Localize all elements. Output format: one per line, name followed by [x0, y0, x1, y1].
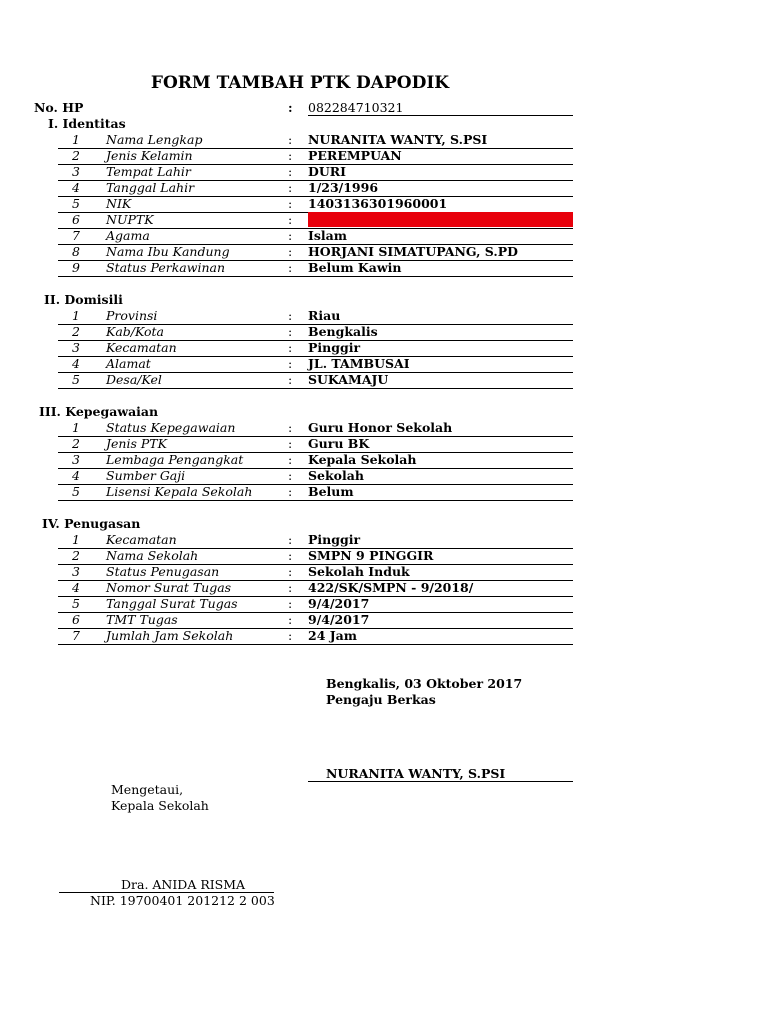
- table-row: [58, 548, 573, 565]
- table-row: [58, 612, 573, 629]
- row-label: Nama Sekolah: [106, 548, 199, 563]
- section-penugasan-title: IV. Penugasan: [42, 516, 141, 531]
- row-value: SMPN 9 PINGGIR: [308, 548, 434, 563]
- row-value: 1403136301960001: [308, 196, 448, 211]
- row-number: 5: [72, 596, 80, 611]
- row-label: Lembaga Pengangkat: [106, 452, 244, 467]
- row-number: 3: [72, 564, 80, 579]
- row-colon: :: [288, 436, 293, 451]
- row-label: Jenis PTK: [106, 436, 167, 451]
- row-value: HORJANI SIMATUPANG, S.PD: [308, 244, 518, 259]
- row-colon: :: [288, 324, 293, 339]
- row-number: 2: [72, 148, 80, 163]
- signer-name: NURANITA WANTY, S.PSI: [326, 766, 506, 781]
- row-colon: :: [288, 580, 293, 595]
- row-colon: :: [288, 340, 293, 355]
- table-row: [58, 180, 573, 197]
- signer-line: [308, 781, 573, 782]
- row-colon: :: [288, 548, 293, 563]
- row-value: Guru Honor Sekolah: [308, 420, 453, 435]
- row-value: NURANITA WANTY, S.PSI: [308, 132, 488, 147]
- table-row: [58, 628, 573, 645]
- table-row: [58, 356, 573, 373]
- nuptk-empty-highlight: [308, 212, 573, 227]
- row-colon: :: [288, 244, 293, 259]
- row-value: Pinggir: [308, 340, 361, 355]
- row-number: 4: [72, 356, 80, 371]
- row-value: 1/23/1996: [308, 180, 379, 195]
- row-value: Pinggir: [308, 532, 361, 547]
- row-number: 4: [72, 180, 80, 195]
- row-number: 1: [72, 308, 80, 323]
- row-label: Alamat: [106, 356, 151, 371]
- row-colon: :: [288, 228, 293, 243]
- row-label: Lisensi Kepala Sekolah: [106, 484, 253, 499]
- row-label: Nama Ibu Kandung: [106, 244, 230, 259]
- row-value: Belum: [308, 484, 354, 499]
- row-label: TMT Tugas: [106, 612, 178, 627]
- row-number: 1: [72, 420, 80, 435]
- row-label: Tanggal Surat Tugas: [106, 596, 238, 611]
- no-hp-colon: :: [288, 100, 293, 115]
- row-colon: :: [288, 180, 293, 195]
- table-row: [58, 132, 573, 149]
- row-label: NIK: [106, 196, 132, 211]
- row-label: Jumlah Jam Sekolah: [106, 628, 234, 643]
- row-colon: :: [288, 164, 293, 179]
- row-colon: :: [288, 148, 293, 163]
- row-value: PEREMPUAN: [308, 148, 402, 163]
- row-label: Kecamatan: [106, 340, 177, 355]
- row-label: Kecamatan: [106, 532, 177, 547]
- row-label: Status Kepegawaian: [106, 420, 236, 435]
- row-number: 7: [72, 628, 80, 643]
- no-hp-value: 082284710321: [308, 100, 404, 115]
- approval-role: Kepala Sekolah: [111, 798, 209, 813]
- table-row: [58, 148, 573, 165]
- row-value: 9/4/2017: [308, 612, 370, 627]
- row-colon: :: [288, 564, 293, 579]
- row-label: Nomor Surat Tugas: [106, 580, 232, 595]
- row-number: 7: [72, 228, 80, 243]
- table-row: [58, 468, 573, 485]
- row-number: 6: [72, 612, 80, 627]
- row-colon: :: [288, 420, 293, 435]
- row-label: Jenis Kelamin: [106, 148, 193, 163]
- section-identitas-title: I. Identitas: [48, 116, 126, 131]
- row-number: 9: [72, 260, 80, 275]
- row-number: 4: [72, 468, 80, 483]
- row-value: Islam: [308, 228, 347, 243]
- table-row: [58, 532, 573, 549]
- table-row: [58, 372, 573, 389]
- row-number: 6: [72, 212, 80, 227]
- row-number: 3: [72, 452, 80, 467]
- row-colon: :: [288, 196, 293, 211]
- table-row: [58, 580, 573, 597]
- row-number: 5: [72, 196, 80, 211]
- row-colon: :: [288, 532, 293, 547]
- table-row: [58, 260, 573, 277]
- approver-name: Dra. ANIDA RISMA: [121, 877, 246, 892]
- approver-nip: NIP. 19700401 201212 2 003: [90, 893, 275, 908]
- row-value: Riau: [308, 308, 341, 323]
- row-label: Status Penugasan: [106, 564, 220, 579]
- table-row: [58, 484, 573, 501]
- row-colon: :: [288, 356, 293, 371]
- row-label: Desa/Kel: [106, 372, 162, 387]
- table-row: [58, 228, 573, 245]
- no-hp-underline: [308, 115, 573, 116]
- row-value: Sekolah Induk: [308, 564, 410, 579]
- row-colon: :: [288, 628, 293, 643]
- row-number: 3: [72, 340, 80, 355]
- signer-role: Pengaju Berkas: [326, 692, 436, 707]
- row-value: 9/4/2017: [308, 596, 370, 611]
- row-label: Sumber Gaji: [106, 468, 186, 483]
- table-row: [58, 244, 573, 261]
- row-label: Agama: [106, 228, 150, 243]
- row-label: Tempat Lahir: [106, 164, 191, 179]
- row-number: 1: [72, 132, 80, 147]
- row-colon: :: [288, 212, 293, 227]
- section-kepegawaian-title: III. Kepegawaian: [39, 404, 159, 419]
- row-colon: :: [288, 612, 293, 627]
- row-colon: :: [288, 596, 293, 611]
- row-number: 2: [72, 436, 80, 451]
- row-number: 5: [72, 484, 80, 499]
- row-number: 2: [72, 548, 80, 563]
- row-colon: :: [288, 372, 293, 387]
- table-row: [58, 164, 573, 181]
- row-label: Tanggal Lahir: [106, 180, 195, 195]
- row-label: NUPTK: [106, 212, 154, 227]
- form-title: FORM TAMBAH PTK DAPODIK: [150, 73, 450, 93]
- row-value: Belum Kawin: [308, 260, 402, 275]
- row-number: 3: [72, 164, 80, 179]
- row-label: Kab/Kota: [106, 324, 165, 339]
- row-number: 2: [72, 324, 80, 339]
- table-row: [58, 420, 573, 437]
- no-hp-label: No. HP: [34, 100, 84, 115]
- approval-label: Mengetaui,: [111, 782, 184, 797]
- row-number: 1: [72, 532, 80, 547]
- table-row: [58, 212, 573, 229]
- table-row: [58, 308, 573, 325]
- row-label: Nama Lengkap: [106, 132, 203, 147]
- row-colon: :: [288, 484, 293, 499]
- row-colon: :: [288, 132, 293, 147]
- place-date: Bengkalis, 03 Oktober 2017: [326, 676, 523, 691]
- row-value: SUKAMAJU: [308, 372, 389, 387]
- row-number: 5: [72, 372, 80, 387]
- table-row: [58, 340, 573, 357]
- row-value: DURI: [308, 164, 346, 179]
- row-value: JL. TAMBUSAI: [308, 356, 410, 371]
- row-label: Status Perkawinan: [106, 260, 226, 275]
- section-domisili-title: II. Domisili: [44, 292, 123, 307]
- row-value: Bengkalis: [308, 324, 378, 339]
- row-value: Kepala Sekolah: [308, 452, 417, 467]
- table-row: [58, 596, 573, 613]
- table-row: [58, 324, 573, 341]
- row-value: 24 Jam: [308, 628, 357, 643]
- row-number: 8: [72, 244, 80, 259]
- table-row: [58, 196, 573, 213]
- table-row: [58, 452, 573, 469]
- row-number: 4: [72, 580, 80, 595]
- row-colon: :: [288, 308, 293, 323]
- row-colon: :: [288, 468, 293, 483]
- row-value: Sekolah: [308, 468, 364, 483]
- table-row: [58, 564, 573, 581]
- row-colon: :: [288, 260, 293, 275]
- row-value: Guru BK: [308, 436, 370, 451]
- row-label: Provinsi: [106, 308, 158, 323]
- row-colon: :: [288, 452, 293, 467]
- table-row: [58, 436, 573, 453]
- row-value: 422/SK/SMPN - 9/2018/: [308, 580, 474, 595]
